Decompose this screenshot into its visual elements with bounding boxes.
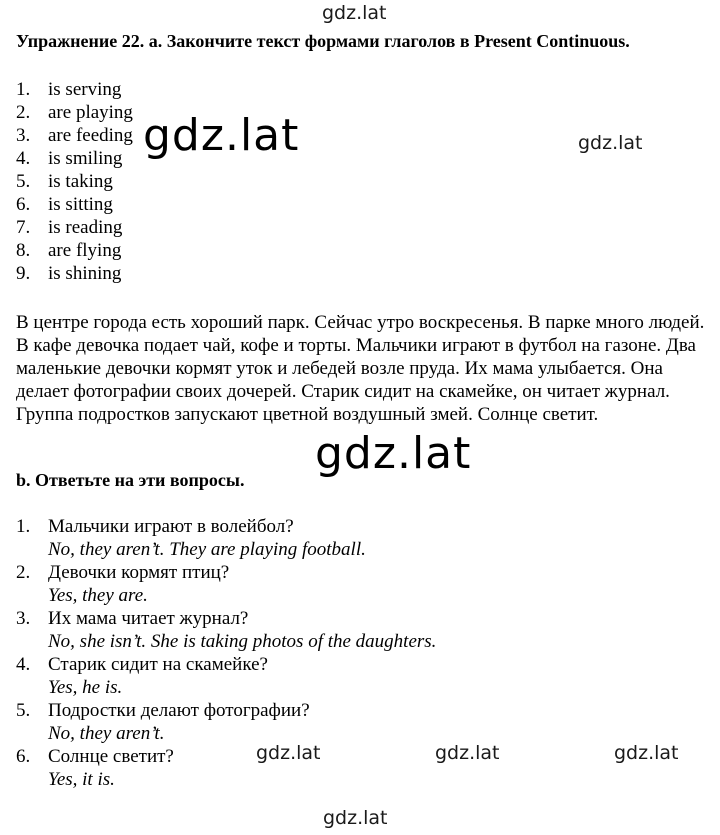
watermark-large: gdz.lat bbox=[315, 428, 472, 479]
question bbox=[16, 561, 436, 584]
item-number: 9. bbox=[16, 263, 31, 284]
question-item bbox=[16, 607, 436, 653]
answer-text: Yes, they are. bbox=[48, 585, 148, 606]
answer-text: Yes, it is. bbox=[48, 769, 115, 790]
item-number: 8. bbox=[16, 240, 31, 261]
list-item bbox=[16, 262, 133, 285]
answer-text: No, she isn’t. She is taking photos of the daughters. bbox=[48, 631, 437, 652]
question-item bbox=[16, 699, 436, 745]
item-number: 5. bbox=[16, 700, 31, 721]
question bbox=[16, 699, 436, 722]
item-text: is smiling bbox=[48, 148, 123, 169]
watermark-row: gdz.lat bbox=[614, 742, 679, 764]
list-item bbox=[16, 147, 133, 170]
question-text: Девочки кормят птиц? bbox=[48, 562, 230, 583]
item-number: 1. bbox=[16, 79, 31, 100]
answer-text: No, they aren’t. They are playing football. bbox=[48, 539, 366, 560]
item-number: 1. bbox=[16, 516, 31, 537]
question-text: Мальчики играют в волейбол? bbox=[48, 516, 294, 537]
list-item bbox=[16, 78, 133, 101]
item-text: are playing bbox=[48, 102, 133, 123]
question-text: Подростки делают фотографии? bbox=[48, 700, 310, 721]
item-text: is sitting bbox=[48, 194, 113, 215]
completed-text: В центре города есть хороший парк. Сейчас утро воскресенья. В парке много людей. В кафе девочка подает чай, кофе и торты. Мальчики играют в футбол на газоне. Два маленькие девочки кормят уток и лебедей возле пруда. Их мама улыбается. Она делает фотографии своих дочерей. Старик сидит на скамейке, он читает журнал. Группа подростков запускают цветной воздушный змей. Солнце светит. bbox=[16, 312, 705, 425]
watermark-row: gdz.lat bbox=[435, 742, 500, 764]
item-text: is taking bbox=[48, 171, 113, 192]
item-number: 6. bbox=[16, 194, 31, 215]
watermark-top: gdz.lat bbox=[322, 2, 387, 24]
question-text: Старик сидит на скамейке? bbox=[48, 654, 268, 675]
item-text: are feeding bbox=[48, 125, 133, 146]
question bbox=[16, 607, 436, 630]
item-number: 6. bbox=[16, 746, 31, 767]
list-item bbox=[16, 216, 133, 239]
question-text: Солнце светит? bbox=[48, 746, 174, 767]
question-list bbox=[16, 515, 436, 791]
question bbox=[16, 515, 436, 538]
list-item bbox=[16, 239, 133, 262]
item-number: 5. bbox=[16, 171, 31, 192]
watermark-right: gdz.lat bbox=[578, 132, 643, 154]
item-number: 4. bbox=[16, 148, 31, 169]
watermark-bottom: gdz.lat bbox=[323, 807, 388, 829]
exercise-title: Упражнение 22. a. Закончите текст формами глаголов в Present Continuous. bbox=[16, 31, 630, 51]
item-number: 2. bbox=[16, 562, 31, 583]
item-number: 4. bbox=[16, 654, 31, 675]
answer-text: Yes, he is. bbox=[48, 677, 123, 698]
list-item bbox=[16, 101, 133, 124]
item-number: 7. bbox=[16, 217, 31, 238]
question-item bbox=[16, 653, 436, 699]
item-text: is shining bbox=[48, 263, 122, 284]
item-number: 3. bbox=[16, 608, 31, 629]
list-item bbox=[16, 124, 133, 147]
question-item bbox=[16, 515, 436, 561]
item-text: is reading bbox=[48, 217, 123, 238]
item-number: 2. bbox=[16, 102, 31, 123]
item-text: are flying bbox=[48, 240, 122, 261]
question bbox=[16, 745, 436, 768]
section-b-title: b. Ответьте на эти вопросы. bbox=[16, 470, 245, 490]
answer-text: No, they aren’t. bbox=[48, 723, 165, 744]
item-number: 3. bbox=[16, 125, 31, 146]
answer-list bbox=[16, 78, 133, 285]
watermark-row: gdz.lat bbox=[256, 742, 321, 764]
question-item bbox=[16, 745, 436, 791]
question bbox=[16, 653, 436, 676]
question-text: Их мама читает журнал? bbox=[48, 608, 249, 629]
list-item bbox=[16, 193, 133, 216]
question-item bbox=[16, 561, 436, 607]
watermark-large: gdz.lat bbox=[143, 110, 300, 161]
list-item bbox=[16, 170, 133, 193]
item-text: is serving bbox=[48, 79, 122, 100]
